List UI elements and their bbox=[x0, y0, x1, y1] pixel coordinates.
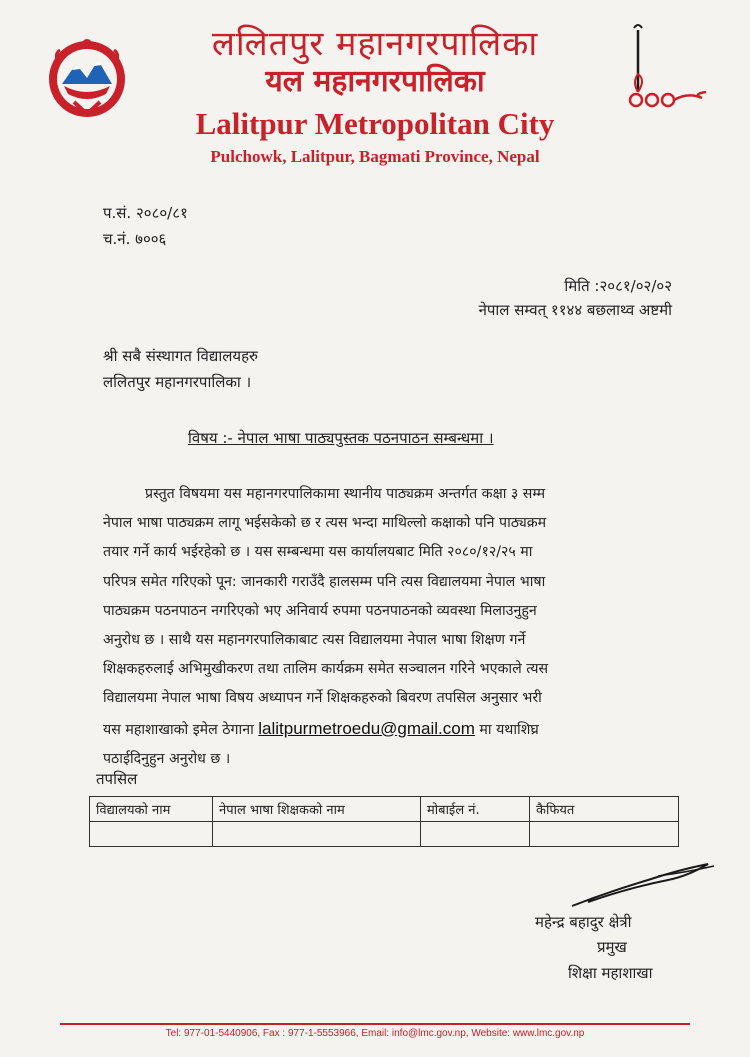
table-cell bbox=[530, 822, 679, 847]
table-cell bbox=[90, 822, 213, 847]
tapsil-label: तपसिल bbox=[96, 770, 138, 788]
letterhead-title-english: Lalitpur Metropolitan City bbox=[195, 106, 555, 141]
date-miti: मिति :२०८१/०२/०२ bbox=[564, 277, 672, 295]
subject-line: विषय :- नेपाल भाषा पाठ्यपुस्तक पठनपाठन सम्बन्धमा । bbox=[188, 429, 494, 447]
body-line: प्रस्तुत विषयमा यस महानगरपालिकामा स्थानीय पाठ्यक्रम अन्तर्गत कक्षा ३ सम्म bbox=[145, 486, 546, 502]
tapsil-table bbox=[89, 796, 679, 847]
email-suffix: मा यथाशिघ्र bbox=[479, 721, 539, 738]
signatory-department: शिक्षा महाशाखा bbox=[568, 964, 653, 982]
recipient-line-1: श्री सबै संस्थागत विद्यालयहरु bbox=[103, 347, 259, 365]
table-header-row bbox=[90, 797, 679, 822]
handwritten-signature bbox=[568, 862, 718, 912]
body-line: पाठ्यक्रम पठनपाठन नगरिएको भए अनिवार्य रुपमा पठनपाठनको व्यवस्था मिलाउनुहुन bbox=[103, 602, 537, 619]
table-cell bbox=[213, 822, 421, 847]
chalani-number: च.नं. ७००६ bbox=[103, 230, 167, 248]
footer-contact: Tel: 977-01-5440906, Fax : 977-1-5553966, Email: info@lmc.gov.np, Website: www.lmc.gov.np bbox=[165, 1028, 585, 1039]
body-line: विद्यालयमा नेपाल भाषा विषय अध्यापन गर्ने शिक्षकहरुको बिवरण तपसिल अनुसार भरी bbox=[103, 690, 542, 707]
body-closing-line: पठाईदिनुहुन अनुरोध छ । bbox=[103, 750, 231, 767]
column-header-mobile: मोबाईल नं. bbox=[421, 797, 530, 822]
letterhead-title-newari: यल महानगरपालिका bbox=[265, 64, 485, 99]
signatory-designation: प्रमुख bbox=[597, 938, 627, 956]
table-cell bbox=[421, 822, 530, 847]
column-header-remarks: कैफियत bbox=[530, 797, 679, 822]
footer-divider bbox=[60, 1023, 690, 1025]
letterhead-address: Pulchowk, Lalitpur, Bagmati Province, Nepal bbox=[210, 147, 540, 166]
date-nepal-sambat: नेपाल सम्वत् ११४४ बछलाथ्व अष्टमी bbox=[478, 301, 672, 319]
recipient-line-2: ललितपुर महानगरपालिका । bbox=[103, 373, 252, 391]
patra-sankhya: प.सं. २०८०/८१ bbox=[103, 204, 188, 222]
body-line: अनुरोध छ । साथै यस महानगरपालिकाबाट त्यस विद्यालयमा नेपाल भाषा शिक्षण गर्ने bbox=[103, 632, 526, 649]
email-prefix: यस महाशाखाको इमेल ठेगाना bbox=[103, 721, 254, 738]
letterhead-title-nepali: ललितपुर महानगरपालिका bbox=[211, 24, 539, 64]
body-line: शिक्षकहरुलाई अभिमुखीकरण तथा तालिम कार्यक्रम समेत सञ्चालन गरिने भएकाले त्यस bbox=[103, 661, 549, 678]
email-link[interactable]: lalitpurmetroedu@gmail.com bbox=[258, 718, 475, 738]
body-line: परिपत्र समेत गरिएको पून: जानकारी गराउँदै हालसम्म पनि त्यस विद्यालयमा नेपाल भाषा bbox=[103, 573, 546, 590]
column-header-school-name: विद्यालयको नाम bbox=[90, 797, 213, 822]
column-header-teacher-name: नेपाल भाषा शिक्षकको नाम bbox=[213, 797, 421, 822]
body-email-line bbox=[103, 714, 683, 745]
body-line: नेपाल भाषा पाठ्यक्रम लागू भईसकेको छ र त्यस भन्दा माथिल्लो कक्षाको पनि पाठ्यक्रम bbox=[103, 515, 547, 532]
table-row bbox=[90, 822, 679, 847]
body-line: तयार गर्ने कार्य भईरहेको छ । यस सम्बन्धमा यस कार्यालयबाट मिति २०८०/१२/२५ मा bbox=[103, 544, 533, 561]
letter-body bbox=[103, 480, 683, 774]
signatory-name: महेन्द्र बहादुर क्षेत्री bbox=[535, 913, 632, 931]
